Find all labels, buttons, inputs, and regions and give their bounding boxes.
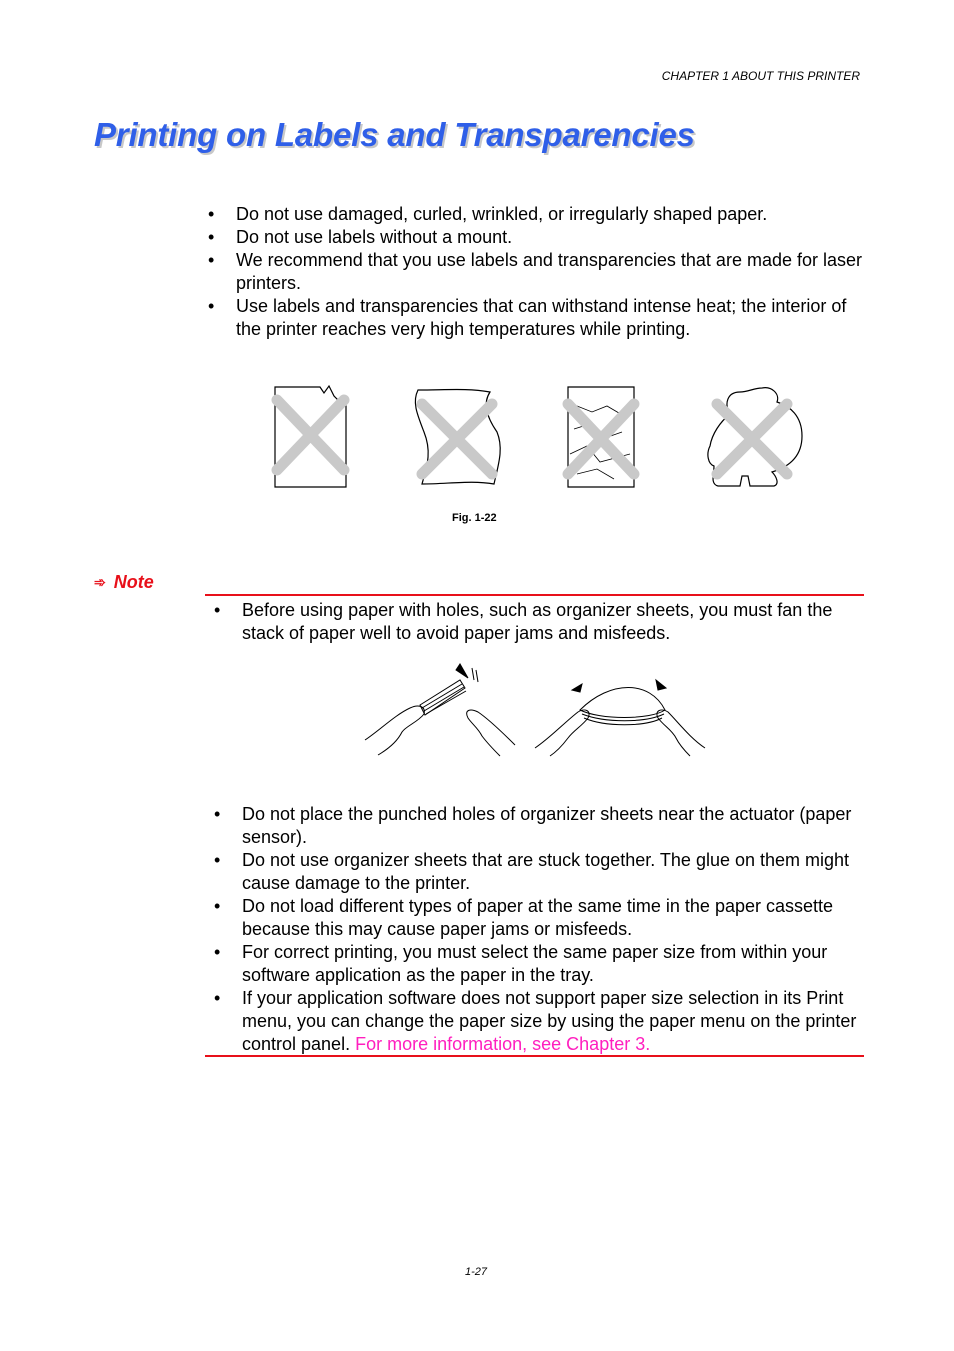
list-item-text: If your application software does not support paper size selection in its Print menu, you can change the paper size by using the paper menu on the printer control panel.: [242, 988, 857, 1054]
note-top-rule: [205, 594, 864, 596]
list-item: • We recommend that you use labels and transparencies that are made for laser printers.: [236, 249, 866, 295]
list-item: [242, 987, 862, 1056]
list-item: • Do not use damaged, curled, wrinkled, or irregularly shaped paper.: [236, 203, 866, 226]
list-item: • Before using paper with holes, such as organizer sheets, you must fan the stack of paper well to avoid paper jams and misfeeds.: [242, 599, 862, 645]
note-list-bottom: [242, 803, 862, 1056]
note-list-top: [242, 599, 862, 645]
wrinkled-paper-icon: [568, 387, 634, 487]
paper-warning-list: [236, 203, 866, 341]
list-item: • Use labels and transparencies that can withstand intense heat; the interior of the printer reaches very high temperatures while printing.: [236, 295, 866, 341]
page-number: 1-27: [465, 1266, 488, 1278]
list-item: • Do not place the punched holes of organizer sheets near the actuator (paper sensor).: [242, 803, 862, 849]
unsuitable-paper-figure: [262, 384, 822, 492]
irregular-shape-icon: [708, 388, 802, 486]
chapter-3-link[interactable]: For more information, see Chapter 3.: [355, 1034, 651, 1054]
note-label: Note: [113, 572, 154, 592]
figure-caption: Fig. 1-22: [452, 512, 497, 524]
list-item: • For correct printing, you must select the same paper size from within your software application as the paper in the tray.: [242, 941, 862, 987]
note-bottom-rule: [205, 1055, 864, 1057]
pointing-hand-icon: ➾: [94, 574, 106, 590]
fanning-paper-figure: [360, 660, 712, 760]
note-heading: [94, 572, 154, 593]
hands-fanning-stack-icon: [365, 664, 515, 756]
list-item: • Do not use labels without a mount.: [236, 226, 866, 249]
list-item: • Do not load different types of paper at the same time in the paper cassette because this may cause paper jams or misfeeds.: [242, 895, 862, 941]
list-item: • Do not use organizer sheets that are stuck together. The glue on them might cause damage to the printer.: [242, 849, 862, 895]
running-header: CHAPTER 1 ABOUT THIS PRINTER: [661, 69, 860, 83]
curled-paper-icon: [415, 390, 500, 485]
hands-bending-stack-icon: [535, 680, 705, 756]
damaged-paper-icon: [275, 386, 346, 487]
page-title: Printing on Labels and Transparencies: [94, 116, 695, 153]
